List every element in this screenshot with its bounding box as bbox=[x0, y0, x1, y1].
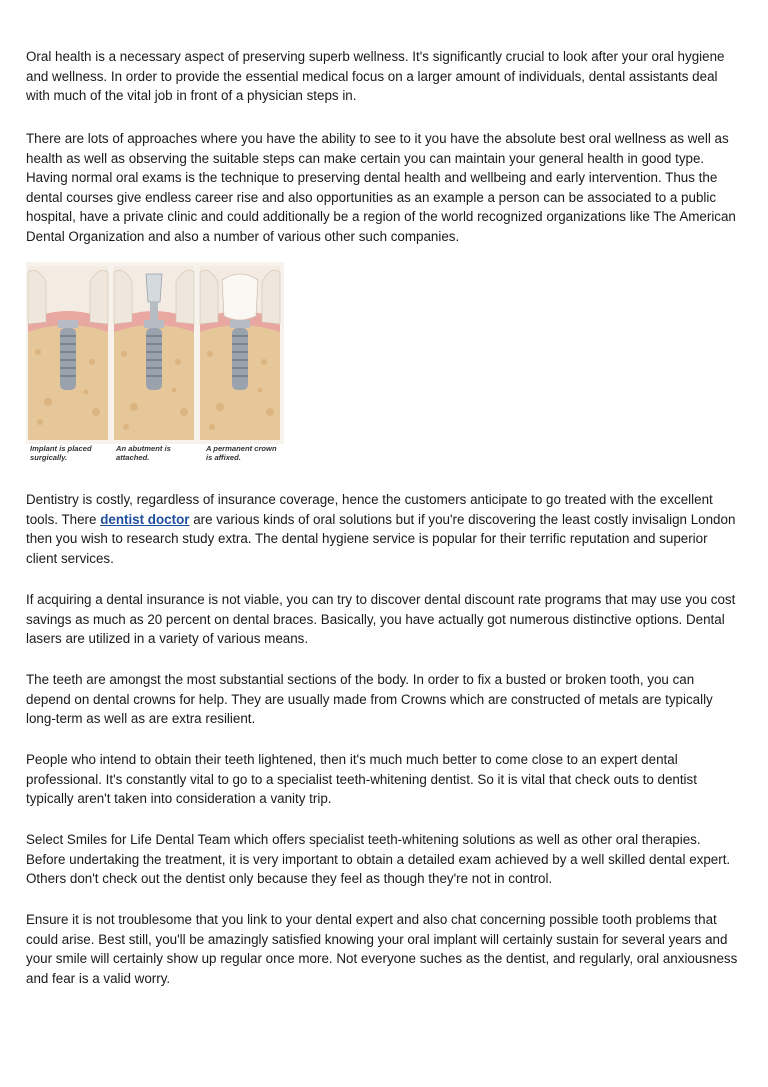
paragraph-approaches: There are lots of approaches where you have the ability to see to it you have the absolute best oral wellness as well as health as well as observing the suitable steps can make certain you can maintain your general health in good type. Having normal oral exams is the technique to preserving dental health and wellbeing and early intervention. Thus the dental courses give endless career rise and also opportunities as an example a person can be associated to a public hospital, have a private clinic and could additionally be a region of the world recognized organizations like The American Dental Organization and also a number of various other such companies. bbox=[26, 131, 736, 244]
paragraph-teeth-crowns: The teeth are amongst the most substantial sections of the body. In order to fix a busted or broken tooth, you can depend on dental crowns for help. They are usually made from Crowns which are constructed of metals are typically long-term as well as are extra resilient. bbox=[26, 672, 713, 727]
dental-implant-illustration bbox=[26, 262, 284, 472]
caption-crown-affixed: A permanent crown is affixed. bbox=[206, 444, 277, 462]
paragraph-teeth-whitening: People who intend to obtain their teeth lightened, then it's much much better to come close to an expert dental professional. It's constantly vital to go to a specialist teeth-whitening dentist. So it is vital that check outs to dentist typically aren't taken into consideration a vanity trip. bbox=[26, 752, 697, 807]
dentist-doctor-link[interactable]: dentist doctor bbox=[100, 511, 190, 527]
paragraph-dentistry-costly bbox=[26, 490, 742, 568]
paragraph-oral-health: Oral health is a necessary aspect of preserving superb wellness. It's significantly crucial to look after your oral hygiene and wellness. In order to provide the essential medical focus on a larger amount of individuals, dental assistants deal with much of the vital job in front of a physician steps in. bbox=[26, 49, 725, 104]
implant-stages-image bbox=[26, 262, 284, 444]
paragraph-dental-insurance: If acquiring a dental insurance is not viable, you can try to discover dental discount rate programs that may use you cost savings as much as 20 percent on dental braces. Basically, you have actually got numerous distinctive options. Dental lasers are utilized in a variety of various means. bbox=[26, 592, 736, 647]
paragraph-smiles-for-life: Select Smiles for Life Dental Team which offers specialist teeth-whitening solutions as well as other oral therapies. Before undertaking the treatment, it is very important to obtain a detailed exam achieved by a well skilled dental expert. Others don't check out the dentist only because they feel as though they're not in control. bbox=[26, 832, 731, 887]
paragraph-text: are various kinds of oral solutions but if you're discovering the least costly invisalign London then you wish to research study extra. The dental hygiene service is popular for their terrific reputation and superior client services. bbox=[26, 511, 736, 566]
caption-abutment-attached: An abutment is attached. bbox=[116, 444, 171, 462]
paragraph-text: Dentistry is costly, regardless of insurance coverage, hence the customers anticipate to go treated with the excellent tools. There bbox=[26, 492, 713, 527]
paragraph-dental-expert: Ensure it is not troublesome that you link to your dental expert and also chat concerning possible tooth problems that could arise. Best still, you'll be amazingly satisfied knowing your oral implant will certainly sustain for several years and your smile will certainly show up regular once more. Not everyone suches as the dentist, and regularly, oral anxiousness and fear is a valid worry. bbox=[26, 912, 738, 986]
caption-implant-placed: Implant is placed surgically. bbox=[30, 444, 92, 462]
